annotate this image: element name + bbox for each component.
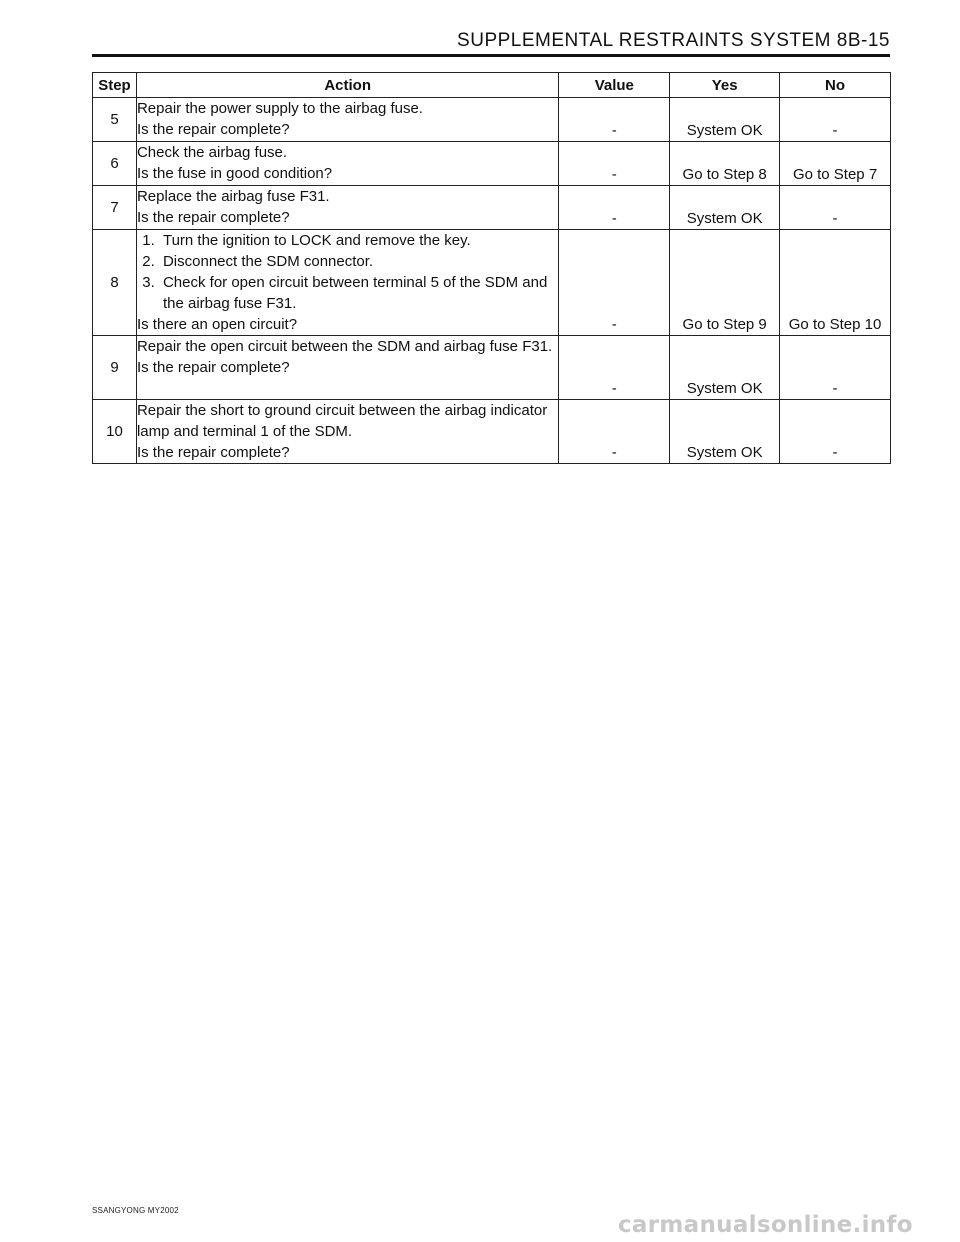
action-cell xyxy=(136,230,558,336)
column-header-no: No xyxy=(780,73,891,98)
yes-cell: Go to Step 9 xyxy=(670,230,780,336)
column-header-step: Step xyxy=(93,73,137,98)
action-text: Check the airbag fuse. xyxy=(136,144,288,161)
value-cell: - xyxy=(559,186,670,230)
step-number: 5 xyxy=(93,98,137,142)
step-number: 8 xyxy=(93,230,137,336)
action-question: Is the repair complete? xyxy=(136,121,290,138)
no-cell: - xyxy=(780,400,891,464)
yes-cell: System OK xyxy=(670,336,780,400)
value-cell: - xyxy=(559,230,670,336)
yes-cell: Go to Step 8 xyxy=(670,142,780,186)
table-row xyxy=(93,98,891,142)
page-header: SUPPLEMENTAL RESTRAINTS SYSTEM 8B-15 xyxy=(457,30,890,51)
step-number: 6 xyxy=(93,142,137,186)
no-cell: Go to Step 7 xyxy=(780,142,891,186)
action-cell xyxy=(136,98,558,142)
watermark: carmanualsonline.info xyxy=(618,1212,913,1238)
header-rule xyxy=(92,54,890,57)
action-cell xyxy=(136,186,558,230)
action-question: Is the repair complete? xyxy=(136,444,290,461)
action-step: 2. Disconnect the SDM connector. xyxy=(159,251,558,272)
action-text: Repair the open circuit between the SDM and airbag fuse F31. xyxy=(136,338,553,355)
action-text: Repair the power supply to the airbag fuse. xyxy=(136,100,423,117)
page-footer: SSANGYONG MY2002 xyxy=(92,1206,179,1215)
action-text: Repair the short to ground circuit between the airbag indicator lamp and terminal 1 of the SDM. xyxy=(136,402,548,440)
no-cell: - xyxy=(780,186,891,230)
action-question: Is the fuse in good condition? xyxy=(136,165,333,182)
action-question: Is there an open circuit? xyxy=(136,316,298,333)
table-row xyxy=(93,230,891,336)
action-cell xyxy=(136,400,558,464)
action-step: 3. Check for open circuit between terminal 5 of the SDM and the airbag fuse F31. xyxy=(159,272,558,314)
table-row xyxy=(93,142,891,186)
value-cell: - xyxy=(559,98,670,142)
table-row xyxy=(93,400,891,464)
action-cell xyxy=(136,142,558,186)
action-text: Replace the airbag fuse F31. xyxy=(136,188,330,205)
yes-cell: System OK xyxy=(670,98,780,142)
value-cell: - xyxy=(559,142,670,186)
yes-cell: System OK xyxy=(670,186,780,230)
step-number: 9 xyxy=(93,336,137,400)
column-header-yes: Yes xyxy=(670,73,780,98)
action-step: 1. Turn the ignition to LOCK and remove the key. xyxy=(159,230,558,251)
value-cell: - xyxy=(559,336,670,400)
column-header-value: Value xyxy=(559,73,670,98)
table-row xyxy=(93,186,891,230)
no-cell: Go to Step 10 xyxy=(780,230,891,336)
action-step-list xyxy=(137,230,558,314)
no-cell: - xyxy=(780,98,891,142)
column-header-action: Action xyxy=(136,73,558,98)
yes-cell: System OK xyxy=(670,400,780,464)
action-question: Is the repair complete? xyxy=(136,359,290,376)
action-cell xyxy=(136,336,558,400)
action-question: Is the repair complete? xyxy=(136,209,290,226)
table-row xyxy=(93,336,891,400)
value-cell: - xyxy=(559,400,670,464)
no-cell: - xyxy=(780,336,891,400)
step-number: 7 xyxy=(93,186,137,230)
step-number: 10 xyxy=(93,400,137,464)
table-header-row xyxy=(93,73,891,98)
diagnostic-table xyxy=(92,72,891,464)
